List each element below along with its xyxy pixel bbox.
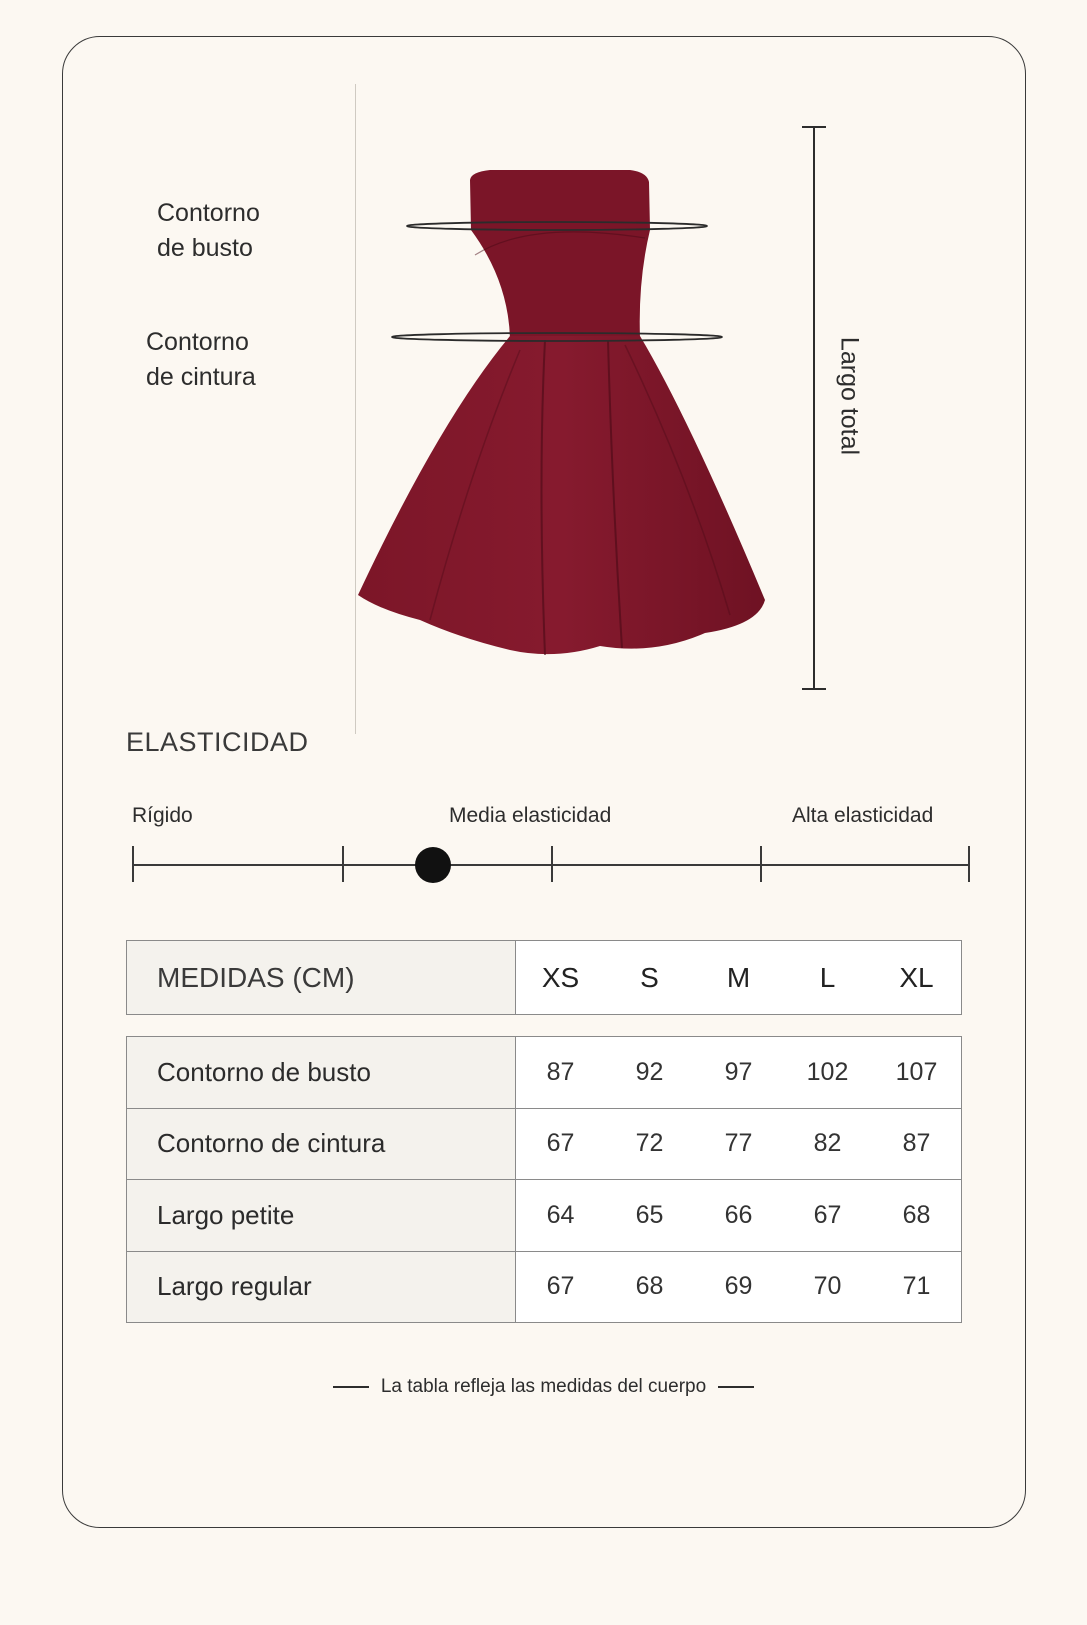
- table-row: [127, 1251, 962, 1323]
- table-cell: 71: [902, 1272, 931, 1301]
- table-cell: 97: [724, 1057, 753, 1086]
- elasticity-tick: [132, 846, 134, 882]
- bust-label-line1: Contorno: [157, 199, 260, 227]
- bust-label: [157, 196, 260, 266]
- elasticity-tick: [551, 846, 553, 882]
- total-length-label: Largo total: [835, 336, 864, 456]
- table-cell: 67: [546, 1129, 575, 1158]
- size-xs: XS: [541, 961, 580, 993]
- waist-label-line1: Contorno: [146, 328, 249, 356]
- table-cell: 68: [635, 1272, 664, 1301]
- total-length-cap-bottom: [802, 688, 826, 690]
- row-label: Contorno de cintura: [127, 1108, 516, 1180]
- size-header-cells: [516, 941, 962, 1015]
- table-cell: 82: [813, 1129, 842, 1158]
- elasticity-label-rigid: Rígido: [132, 804, 193, 827]
- waist-label-line2: de cintura: [146, 363, 256, 391]
- row-label: Largo petite: [127, 1180, 516, 1252]
- size-l: L: [819, 961, 836, 993]
- table-cell: 72: [635, 1129, 664, 1158]
- elasticity-level-marker: [415, 847, 451, 883]
- table-cell: 77: [724, 1129, 753, 1158]
- elasticity-tick: [342, 846, 344, 882]
- bust-label-line2: de busto: [157, 234, 253, 262]
- row-label: Contorno de busto: [127, 1037, 516, 1109]
- elasticity-tick: [968, 846, 970, 882]
- table-cell: 107: [895, 1057, 938, 1086]
- footnote-rule-right: [718, 1386, 754, 1388]
- size-data-table: [126, 1036, 962, 1323]
- total-length-cap-top: [802, 126, 826, 128]
- elasticity-tick: [760, 846, 762, 882]
- footnote-text: La tabla refleja las medidas del cuerpo: [380, 1376, 707, 1397]
- table-row: [127, 1180, 962, 1252]
- row-label: Largo regular: [127, 1251, 516, 1323]
- table-cell: 67: [813, 1200, 842, 1229]
- footnote: [0, 1376, 1087, 1398]
- table-cell: 69: [724, 1272, 753, 1301]
- size-s: S: [640, 961, 659, 993]
- dress-illustration: [350, 120, 800, 680]
- table-cell: 64: [546, 1200, 575, 1229]
- table-row: [127, 1037, 962, 1109]
- elasticity-label-medium: Media elasticidad: [449, 804, 612, 827]
- table-cell: 102: [806, 1057, 849, 1086]
- elasticity-label-high: Alta elasticidad: [792, 804, 934, 827]
- table-cell: 70: [813, 1272, 842, 1301]
- table-cell: 92: [635, 1057, 664, 1086]
- table-cell: 67: [546, 1272, 575, 1301]
- waist-label: [146, 325, 256, 395]
- size-m: M: [726, 961, 751, 993]
- table-cell: 87: [546, 1057, 575, 1086]
- table-cell: 65: [635, 1200, 664, 1229]
- dress-skirt: [358, 336, 765, 654]
- dress-bodice: [470, 170, 650, 338]
- table-row: [127, 1108, 962, 1180]
- size-header-table: [126, 940, 962, 1015]
- table-cell: 87: [902, 1129, 931, 1158]
- total-length-bar: [813, 126, 815, 689]
- size-xl: XL: [899, 961, 934, 993]
- elasticity-title: ELASTICIDAD: [126, 727, 309, 757]
- measurements-header-label: MEDIDAS (CM): [127, 941, 516, 1015]
- table-cell: 68: [902, 1200, 931, 1229]
- footnote-rule-left: [333, 1386, 369, 1388]
- table-cell: 66: [724, 1200, 753, 1229]
